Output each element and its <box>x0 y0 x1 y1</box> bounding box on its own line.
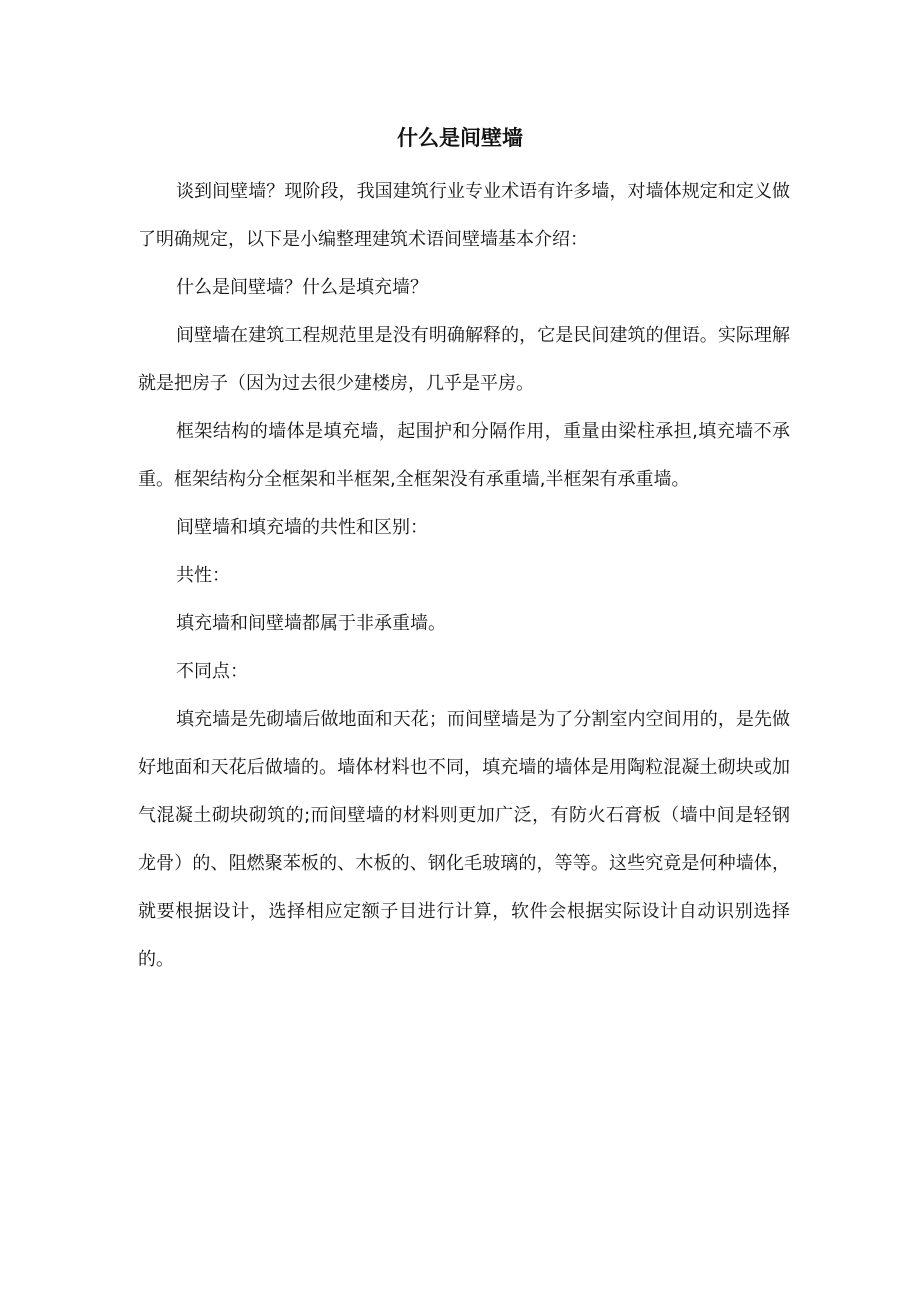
paragraph-commonality: 填充墙和间壁墙都属于非承重墙。 <box>176 613 446 634</box>
document-body <box>138 168 790 984</box>
paragraph-intro: 谈到间壁墙？现阶段，我国建筑行业专业术语有许多墙，对墙体规定和定义做了明确规定，以下是小编整理建筑术语间壁墙基本介绍： <box>138 181 790 250</box>
paragraph-partition-wall-definition: 间壁墙在建筑工程规范里是没有明确解释的，它是民间建筑的俚语。实际理解就是把房子（因为过去很少建楼房，几乎是平房。 <box>138 325 790 394</box>
paragraph-infill-wall-definition: 框架结构的墙体是填充墙，起围护和分隔作用，重量由梁柱承担,填充墙不承重。框架结构分全框架和半框架,全框架没有承重墙,半框架有承重墙。 <box>138 421 790 490</box>
paragraph-difference: 填充墙是先砌墙后做地面和天花；而间壁墙是为了分割室内空间用的，是先做好地面和天花后做墙的。墙体材料也不同，填充墙的墙体是用陶粒混凝土砌块或加气混凝土砌块砌筑的;而间壁墙的材料则更加广泛，有防火石膏板（墙中间是轻钢龙骨）的、阻燃聚苯板的、木板的、钢化毛玻璃的，等等。这些究竟是何种墙体，就要根据设计，选择相应定额子目进行计算，软件会根据实际设计自动识别选择的。 <box>138 709 790 970</box>
paragraph-question: 什么是间壁墙？什么是填充墙？ <box>176 277 428 298</box>
document-title: 什么是间壁墙 <box>397 126 523 150</box>
paragraph-commonality-heading: 共性： <box>176 565 230 586</box>
paragraph-difference-heading: 不同点： <box>176 661 248 682</box>
paragraph-comparison-heading: 间壁墙和填充墙的共性和区别： <box>176 517 428 538</box>
